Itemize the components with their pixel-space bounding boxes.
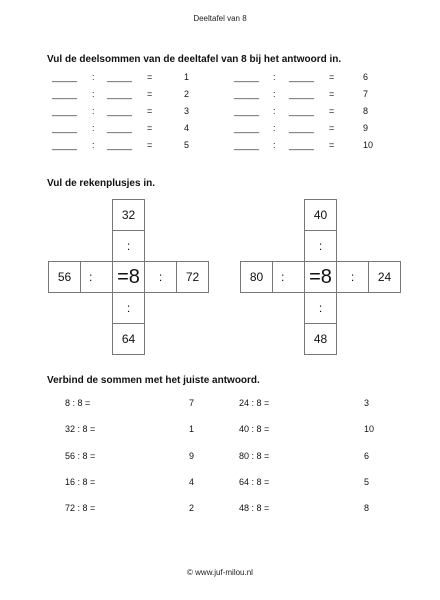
bottom-number-box: 48: [304, 323, 337, 355]
answer-blank-divisor[interactable]: _____: [289, 106, 315, 116]
result-value: 6: [363, 72, 369, 82]
center-box: =8: [304, 261, 337, 293]
answer-blank-dividend[interactable]: _____: [234, 140, 260, 150]
top-number-box: 40: [304, 199, 337, 231]
colon-sign: :: [273, 89, 276, 99]
section2-heading: Vul de rekenplusjes in.: [47, 178, 155, 189]
bottom-colon-box: :: [112, 292, 145, 324]
sum-left[interactable]: 8 : 8 =: [65, 398, 91, 408]
answer-right[interactable]: 8: [364, 503, 370, 513]
right-number-box: 24: [368, 261, 401, 293]
result-value: 8: [363, 106, 369, 116]
answer-right[interactable]: 3: [364, 398, 370, 408]
answer-blank-divisor[interactable]: _____: [107, 106, 133, 116]
equals-sign: =: [329, 140, 335, 150]
bottom-colon-box: :: [304, 292, 337, 324]
colon-sign: :: [92, 106, 95, 116]
right-colon-box: :: [336, 261, 369, 293]
answer-left[interactable]: 4: [189, 477, 195, 487]
colon-sign: :: [273, 106, 276, 116]
sum-left[interactable]: 72 : 8 =: [65, 503, 96, 513]
colon-sign: :: [273, 140, 276, 150]
left-number-box: 56: [48, 261, 81, 293]
answer-blank-divisor[interactable]: _____: [107, 72, 133, 82]
equals-sign: =: [147, 140, 153, 150]
center-box: =8: [112, 261, 145, 293]
answer-right[interactable]: 5: [364, 477, 370, 487]
result-value: 2: [184, 89, 190, 99]
page-footer: © www.juf-milou.nl: [187, 568, 253, 577]
answer-blank-dividend[interactable]: _____: [234, 123, 260, 133]
equals-sign: =: [329, 123, 335, 133]
top-number-box: 32: [112, 199, 145, 231]
colon-sign: :: [92, 89, 95, 99]
result-value: 4: [184, 123, 190, 133]
result-value: 1: [184, 72, 190, 82]
sum-right[interactable]: 80 : 8 =: [239, 451, 270, 461]
answer-right[interactable]: 6: [364, 451, 370, 461]
answer-blank-dividend[interactable]: _____: [234, 72, 260, 82]
top-colon-box: :: [304, 230, 337, 262]
result-value: 10: [363, 140, 374, 150]
result-value: 5: [184, 140, 190, 150]
answer-left[interactable]: 2: [189, 503, 195, 513]
answer-blank-divisor[interactable]: _____: [289, 89, 315, 99]
colon-sign: :: [92, 140, 95, 150]
answer-blank-dividend[interactable]: _____: [52, 123, 78, 133]
sum-right[interactable]: 64 : 8 =: [239, 477, 270, 487]
result-value: 3: [184, 106, 190, 116]
equals-sign: =: [147, 106, 153, 116]
right-number-box: 72: [176, 261, 209, 293]
sum-right[interactable]: 24 : 8 =: [239, 398, 270, 408]
result-value: 9: [363, 123, 369, 133]
bottom-number-box: 64: [112, 323, 145, 355]
equals-sign: =: [329, 106, 335, 116]
answer-left[interactable]: 1: [189, 424, 195, 434]
answer-blank-divisor[interactable]: _____: [289, 140, 315, 150]
left-number-box: 80: [240, 261, 273, 293]
answer-right[interactable]: 10: [364, 424, 375, 434]
colon-sign: :: [92, 123, 95, 133]
equals-sign: =: [329, 72, 335, 82]
answer-blank-dividend[interactable]: _____: [234, 89, 260, 99]
equals-sign: =: [147, 72, 153, 82]
answer-left[interactable]: 9: [189, 451, 195, 461]
answer-blank-dividend[interactable]: _____: [52, 106, 78, 116]
equals-sign: =: [329, 89, 335, 99]
answer-blank-dividend[interactable]: _____: [234, 106, 260, 116]
left-colon-box: :: [80, 261, 113, 293]
colon-sign: :: [273, 72, 276, 82]
answer-blank-dividend[interactable]: _____: [52, 140, 78, 150]
answer-blank-divisor[interactable]: _____: [289, 72, 315, 82]
top-colon-box: :: [112, 230, 145, 262]
sum-left[interactable]: 56 : 8 =: [65, 451, 96, 461]
equals-sign: =: [147, 89, 153, 99]
sum-left[interactable]: 32 : 8 =: [65, 424, 96, 434]
answer-blank-divisor[interactable]: _____: [107, 89, 133, 99]
result-value: 7: [363, 89, 369, 99]
equals-sign: =: [147, 123, 153, 133]
answer-blank-dividend[interactable]: _____: [52, 72, 78, 82]
page-header: Deeltafel van 8: [193, 14, 247, 23]
left-colon-box: :: [272, 261, 305, 293]
right-colon-box: :: [144, 261, 177, 293]
answer-blank-dividend[interactable]: _____: [52, 89, 78, 99]
sum-right[interactable]: 40 : 8 =: [239, 424, 270, 434]
colon-sign: :: [273, 123, 276, 133]
section3-heading: Verbind de sommen met het juiste antwoord.: [47, 375, 260, 386]
answer-blank-divisor[interactable]: _____: [107, 140, 133, 150]
sum-left[interactable]: 16 : 8 =: [65, 477, 96, 487]
answer-blank-divisor[interactable]: _____: [289, 123, 315, 133]
sum-right[interactable]: 48 : 8 =: [239, 503, 270, 513]
answer-blank-divisor[interactable]: _____: [107, 123, 133, 133]
colon-sign: :: [92, 72, 95, 82]
section1-heading: Vul de deelsommen van de deeltafel van 8 bij het antwoord in.: [47, 54, 342, 65]
answer-left[interactable]: 7: [189, 398, 195, 408]
